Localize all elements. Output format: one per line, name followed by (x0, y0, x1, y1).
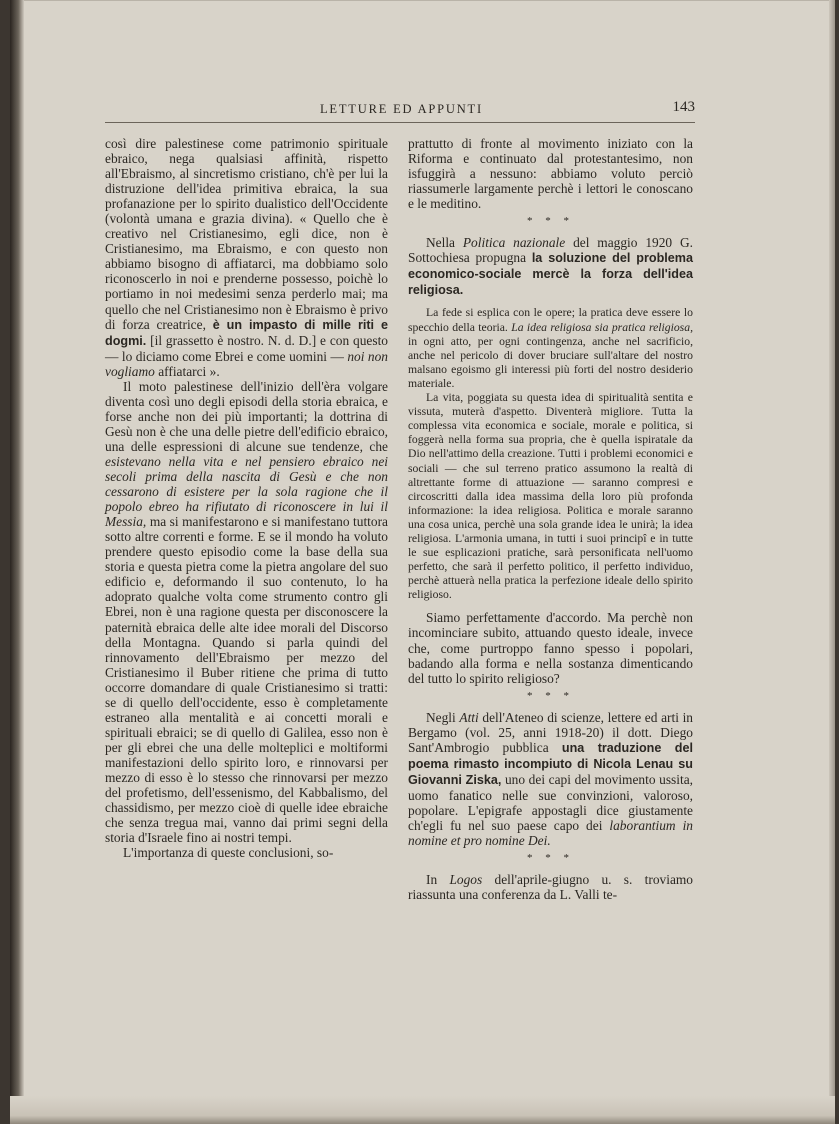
page-number: 143 (672, 99, 695, 115)
right-column (408, 136, 693, 902)
quote-paragraph: La fede si esplica con le opere; la pratica deve essere lo specchio della teoria. La idea religiosa sia pratica religiosa, in ogni atto, per ogni contingenza, anche nel sacrificio, anche nel pericolo di dover bruciare sull'altare del nostro malsano egoismo gli interessi più forti del nostro desiderio materiale. (408, 306, 693, 390)
italic-emphasis: Logos (449, 872, 483, 888)
italic-emphasis: Politica nazionale (462, 235, 566, 251)
paragraph: Siamo perfettamente d'accordo. Ma perchè non incominciare subito, attuando questo ideale, invece che, come purtroppo fanno spesso i popolari, badando alla forma e nella sostanza dimenticando del tutto lo spirito religioso? (408, 610, 693, 686)
paragraph: Negli Atti dell'Ateneo di scienze, lettere ed arti in Bergamo (vol. 25, anni 1918-20) il dott. Diego Sant'Ambrogio pubblica una traduzione del poema rimasto incompiuto di Nicola Lenau su Giovanni Ziska, uno dei capi del movimento ussita, uomo fanatico nelle sue convinzioni, valoroso, popolare. L'epigrafe appostagli dice giustamente ch'egli fu nel suo paese capo dei laborantium in nomine et pro nomine Dei. (408, 709, 693, 849)
paragraph: Nella Politica nazionale del maggio 1920 G. Sottochiesa propugna la soluzione del problema economico-sociale mercè la forza dell'idea religiosa. (408, 235, 693, 298)
page-edge (829, 0, 835, 1124)
quotation (408, 306, 693, 602)
italic-emphasis: Atti (459, 709, 479, 725)
bold-emphasis: la soluzione del problema economico-sociale mercè la forza dell'idea religiosa. (408, 251, 693, 298)
page-header (105, 100, 695, 123)
bold-emphasis: una traduzione del poema rimasto incompiuto di Nicola Lenau su Giovanni Ziska, (408, 740, 693, 787)
bold-emphasis: è un impasto di mille riti e dogmi. (105, 317, 388, 348)
section-separator: * * * (527, 215, 574, 228)
left-column (105, 136, 388, 860)
section-separator: * * * (527, 852, 574, 865)
italic-emphasis: noi non vogliamo (105, 348, 388, 379)
running-head: LETTURE ED APPUNTI (320, 102, 483, 116)
book-page (10, 0, 835, 1124)
paragraph: In Logos dell'aprile-giugno u. s. troviamo riassunta una conferenza da L. Valli te- (408, 872, 694, 903)
quote-paragraph: La vita, poggiata su questa idea di spiritualità sentita e vissuta, muterà d'aspetto. Diventerà migliore. Tutta la complessa vita economica e sociale, morale e politica, si foggerà nella forma sua propria, che è quella ispiratale da Dio nell'attimo della creazione. Tutti i problemi economici e sociali — che sul terreno pratico assumono la realtà di altrettante forme di attuazione — saranno compresi e circoscritti dalla idea massima della loro più profonda informazione: la idea religiosa. Politica e morale saranno una cosa unica, perchè una sola grande idea le unirà; la idea religiosa. L'armonia umana, in tutti i suoi principî e in tutte le sue esplicazioni pratiche, sarà personificata nell'uomo perfetto, che sarà il perfetto politico, il perfetto individuo, perchè attuerà nella pratica la perfezione ideale dello spirito religioso. (408, 391, 693, 602)
section-separator: * * * (527, 689, 574, 702)
italic-emphasis: laborantium in nomine et pro nomine Dei. (408, 818, 693, 849)
page-bottom-edge (10, 1096, 835, 1124)
binding-shadow (10, 0, 24, 1124)
italic-emphasis: esistevano nella vita e nel pensiero ebraico nei secoli prima della nascita di Gesù e che non cessarono di esistere per la sola ragione che il popolo ebreo ha rifiutato di riconoscere in lui il Messia, (105, 453, 388, 530)
paragraph: prattutto di fronte al movimento iniziato con la Riforma e continuato dal protestantesimo, non isfuggirà a nessuno: abbiamo voluto perciò riassumerle largamente perchè i lettori le conoscano e le meditino. (408, 136, 693, 212)
italic-emphasis: La idea religiosa sia pratica religiosa, (511, 320, 693, 334)
paragraph: L'importanza di queste conclusioni, so- (123, 845, 334, 861)
paragraph: Il moto palestinese dell'inizio dell'èra volgare diventa così uno degli episodi della storia ebraica, e forse anche non dei più importanti; la dottrina di Gesù non è che una delle pietre dell'edificio ebraico, una delle espressioni di alcune sue tendenze, che esistevano nella vita e nel pensiero ebraico nei secoli prima della nascita di Gesù e che non cessarono di esistere per la sola ragione che il popolo ebreo ha rifiutato di riconoscere in lui il Messia, ma si manifestarono e si manifestano tuttora sotto altre correnti e forme. E se il mondo ha voluto prendere questo episodio come la base della sua storia e questa pietra come la pietra angolare del suo edificio e, deformando il suo contenuto, lo ha adoprato qualche volta come strumento contro gli Ebrei, non è una ragione questa per disconoscere la paternità ebraica delle alte idee morali del Discorso della Montagna. Quando si parla quindi del rinnovamento dell'Ebraismo per mezzo del Cristianesimo il Buber ritiene che prima di tutto occorre domandare di quale Cristianesimo si tratti: se di quello dell'occidente, esso è completamente estraneo alla mentalità e ai concetti morali e spirituali ebraici; se di quello di Galilea, esso non è per gli ebrei che una delle molteplici e moltiformi manifestazioni dello spirito loro, e rinnovarsi per mezzo di esso è lo stesso che rinnovarsi per mezzo del profetismo, dell'essenismo, del Kabbalismo, del chassidismo, per mezzo cioè di quelle idee ebraiche che senza tregua mai, vanno dai primi segni della storia d'Israele fino ai nostri tempi. (105, 378, 388, 846)
paragraph: così dire palestinese come patrimonio spirituale ebraico, nega qualsiasi affinità, rispetto all'Ebraismo, al sincretismo cristiano, ch'è per lui la distruzione dell'idea primitiva ebraica, la sua profanazione per lo spirito dualistico dell'Occidente (volontà umana e grazia divina). « Quello che è creativo nel Cristianesimo, egli dice, non è Cristianesimo, ma Ebraismo, e con questo non abbiamo bisogno di affiatarci, ma dobbiamo solo riconoscerlo in noi e prenderne possesso, poichè lo portiamo in noi medesimi senza perderlo mai; ma quello che nel Cristianesimo non è Ebraismo è privo di forza creatrice, è un impasto di mille riti e dogmi. [il grassetto è nostro. N. d. D.] e con questo — lo diciamo come Ebrei e come uomini — noi non vogliamo affiatarci ». (105, 136, 388, 379)
